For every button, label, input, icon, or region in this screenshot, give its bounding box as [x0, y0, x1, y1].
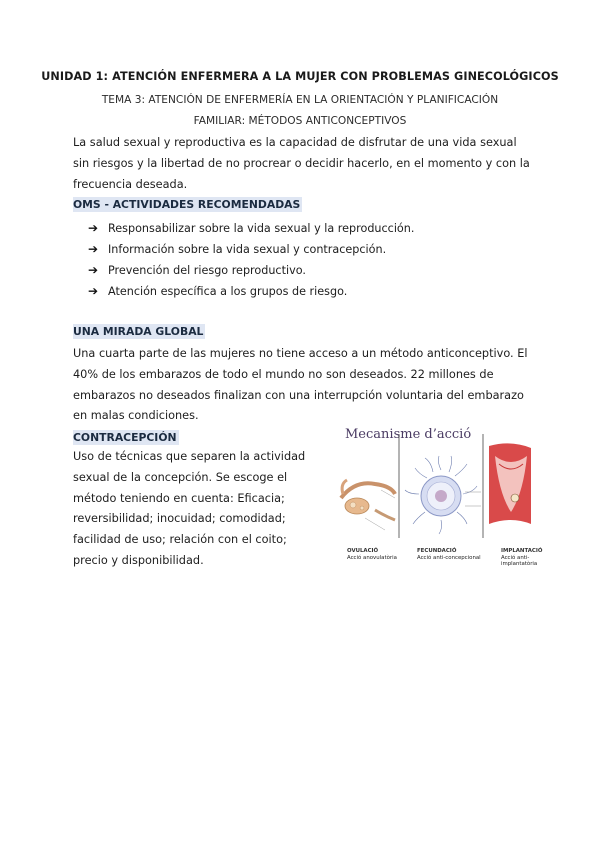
arrow-icon: ➔	[88, 284, 99, 298]
list-item: ➔ Responsabilizar sobre la vida sexual y la reproducción.	[88, 218, 414, 239]
global-paragraph: Una cuarta parte de las mujeres no tiene acceso a un método anticonceptivo. El 40% de los embarazos de todo el mundo no son deseados. 22 millones de embarazos no deseados finalizan con una interrupción voluntaria del embarazo en malas condiciones.	[73, 347, 528, 423]
oms-heading: OMS - ACTIVIDADES RECOMENDADAS	[73, 198, 301, 211]
list-item: ➔ Atención específica a los grupos de riesgo.	[88, 281, 414, 302]
contraception-paragraph: Uso de técnicas que separen la actividad sexual de la concepción. Se escoge el método teniendo en cuenta: Eficacia; reversibilidad; inocuidad; comodidad; facilidad de uso; relación con el coito; precio y disponibilidad.	[73, 450, 306, 567]
caption-fertilization: FECUNDACIÓ Acció anti-concepcional	[417, 548, 481, 561]
mechanism-figure	[335, 420, 543, 580]
contraception-heading: CONTRACEPCIÓN	[73, 431, 177, 444]
arrow-icon: ➔	[88, 263, 99, 277]
global-heading: UNA MIRADA GLOBAL	[73, 325, 204, 338]
arrow-icon: ➔	[88, 221, 99, 235]
caption-ovulation: OVULACIÓ Acció anovulatòria	[347, 548, 397, 561]
intro-paragraph: La salud sexual y reproductiva es la capacidad de disfrutar de una vida sexual sin riesgos y la libertad de no procrear o decidir hacerlo, en el momento y con la frecuencia deseada.	[73, 136, 530, 191]
figure-title: Mecanisme d’acció	[345, 427, 472, 442]
topic-subtitle-line1: TEMA 3: ATENCIÓN DE ENFERMERÍA EN LA ORIENTACIÓN Y PLANIFICACIÓN	[101, 94, 499, 106]
unit-title: UNIDAD 1: ATENCIÓN ENFERMERA A LA MUJER CON PROBLEMAS GINECOLÓGICOS	[41, 70, 559, 83]
ovary-illustration	[341, 480, 395, 530]
uterus-illustration	[489, 443, 531, 524]
arrow-icon: ➔	[88, 242, 99, 256]
list-item: ➔ Prevención del riesgo reproductivo.	[88, 260, 414, 281]
list-item: ➔ Información sobre la vida sexual y contracepción.	[88, 239, 414, 260]
fertilization-illustration	[405, 456, 481, 534]
caption-implantation: IMPLANTACIÓ Acció anti-implantatòria	[501, 548, 543, 567]
topic-subtitle-line2: FAMILIAR: MÉTODOS ANTICONCEPTIVOS	[193, 115, 407, 127]
oms-activities-list	[88, 218, 414, 302]
